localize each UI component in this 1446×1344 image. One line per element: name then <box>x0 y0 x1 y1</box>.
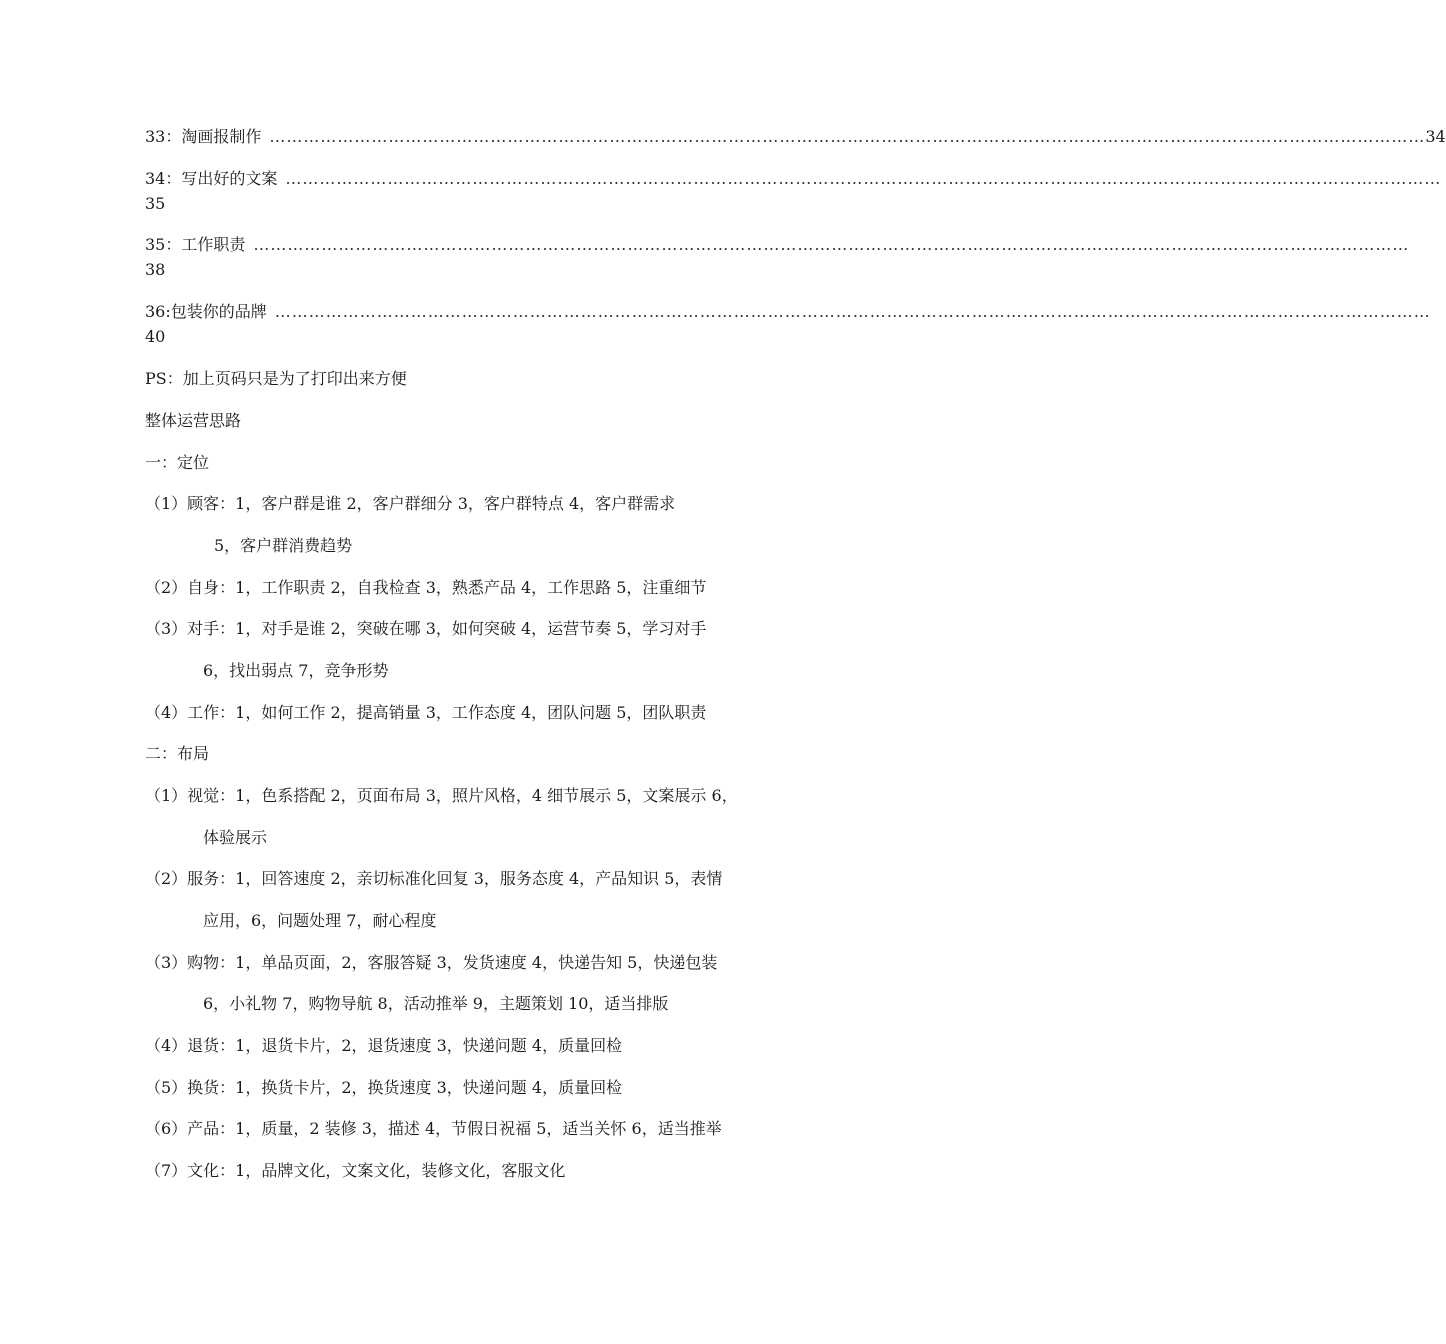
toc-entry-page: 38 <box>145 260 166 279</box>
list-item-continuation: 6，小礼物 7，购物导航 8，活动推举 9，主题策划 10，适当排版 <box>203 994 669 1013</box>
list-item-line: （3）对手：1，对手是谁 2，突破在哪 3，如何突破 4，运营节奏 5，学习对手 <box>145 619 707 638</box>
toc-entry-page: 34 <box>1425 127 1446 146</box>
list-item-line: （1）顾客：1，客户群是谁 2，客户群细分 3，客户群特点 4，客户群需求 <box>145 494 676 513</box>
toc-leader-dots: …………………………………………………………………………………………………………………………………………………………………………………… <box>274 302 1431 321</box>
list-item-line: （6）产品：1，质量，2 装修 3，描述 4，节假日祝福 5，适当关怀 6，适当推举 <box>145 1119 722 1138</box>
list-item-line: （7）文化：1，品牌文化，文案文化，装修文化，客服文化 <box>145 1161 566 1180</box>
toc-entry <box>145 127 1446 147</box>
list-item-line: （3）购物：1，单品页面，2，客服答疑 3，发货速度 4，快递告知 5，快递包装 <box>145 953 718 972</box>
list-item-continuation: 6，找出弱点 7，竞争形势 <box>203 661 389 680</box>
toc-entry-label: 33：淘画报制作 <box>145 127 262 146</box>
toc-entry <box>145 302 1431 322</box>
toc-entry-label: 34：写出好的文案 <box>145 169 278 188</box>
section-heading: 二：布局 <box>145 744 210 763</box>
toc-entry-label: 36:包装你的品牌 <box>145 302 267 321</box>
section-title: 整体运营思路 <box>145 411 242 430</box>
toc-entry <box>145 169 1442 189</box>
toc-entry-page: 40 <box>145 327 166 346</box>
list-item-line: （4）工作：1，如何工作 2，提高销量 3，工作态度 4，团队问题 5，团队职责 <box>145 703 707 722</box>
list-item-continuation: 5，客户群消费趋势 <box>214 536 353 555</box>
toc-entry-page: 35 <box>145 194 166 213</box>
toc-leader-dots: …………………………………………………………………………………………………………………………………………………………………………………… <box>269 127 1426 146</box>
toc-entry-label: 35：工作职责 <box>145 235 246 254</box>
list-item-line: （2）服务：1，回答速度 2，亲切标准化回复 3，服务态度 4，产品知识 5，表情 <box>145 869 723 888</box>
list-item-continuation: 应用，6，问题处理 7，耐心程度 <box>203 911 437 930</box>
toc-leader-dots: …………………………………………………………………………………………………………………………………………………………………………………… <box>285 169 1442 188</box>
list-item-line: （5）换货：1，换货卡片，2，换货速度 3，快递问题 4，质量回检 <box>145 1078 623 1097</box>
toc-leader-dots: …………………………………………………………………………………………………………………………………………………………………………………… <box>253 235 1410 254</box>
list-item-continuation: 体验展示 <box>203 828 268 847</box>
toc-entry <box>145 235 1410 255</box>
print-note: PS：加上页码只是为了打印出来方便 <box>145 369 407 388</box>
section-heading: 一：定位 <box>145 453 210 472</box>
list-item-line: （2）自身：1，工作职责 2，自我检查 3，熟悉产品 4，工作思路 5，注重细节 <box>145 578 707 597</box>
list-item-line: （1）视觉：1，色系搭配 2，页面布局 3，照片风格，4 细节展示 5，文案展示 6， <box>145 786 738 805</box>
list-item-line: （4）退货：1，退货卡片，2，退货速度 3，快递问题 4，质量回检 <box>145 1036 623 1055</box>
